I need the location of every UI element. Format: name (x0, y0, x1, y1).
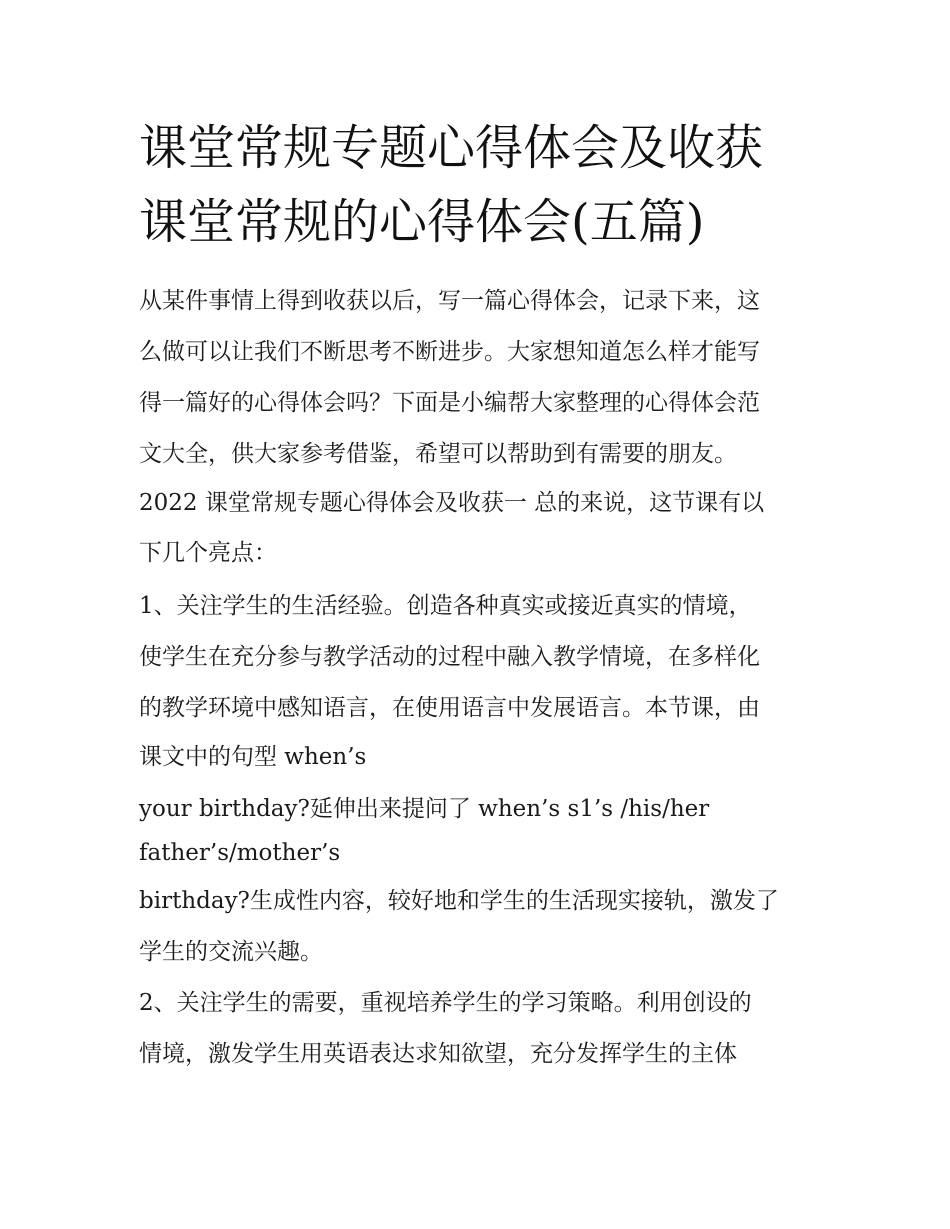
paragraph-line: 得一篇好的心得体会吗？下面是小编帮大家整理的心得体会范 (139, 390, 760, 416)
paragraph-line: your birthday?延伸出来提问了 when’s s1’s /his/her (139, 796, 710, 822)
document-title-line-1: 课堂常规专题心得体会及收获 (139, 120, 764, 176)
paragraph-line: father’s/mother’s (139, 840, 341, 866)
paragraph-line: 1、关注学生的生活经验。创造各种真实或接近真实的情境， (139, 593, 752, 619)
paragraph-line: 下几个亮点： (139, 540, 277, 566)
paragraph-line: 从某件事情上得到收获以后，写一篇心得体会，记录下来，这 (139, 288, 760, 314)
paragraph-line: 2022 课堂常规专题心得体会及收获一 总的来说，这节课有以 (139, 490, 765, 516)
paragraph-line: 课文中的句型 when’s (139, 744, 367, 770)
document-title-line-2: 课堂常规的心得体会(五篇) (139, 194, 705, 250)
paragraph-line: 的教学环境中感知语言，在使用语言中发展语言。本节课，由 (139, 695, 760, 721)
paragraph-line: 情境，激发学生用英语表达求知欲望，充分发挥学生的主体 (139, 1041, 737, 1067)
paragraph-line: 学生的交流兴趣。 (139, 939, 323, 965)
paragraph-line: 么做可以让我们不断思考不断进步。大家想知道怎么样才能写 (139, 339, 760, 365)
paragraph-line: 文大全，供大家参考借鉴，希望可以帮助到有需要的朋友。 (139, 441, 737, 467)
paragraph-line: 2、关注学生的需要，重视培养学生的学习策略。利用创设的 (139, 990, 752, 1016)
paragraph-line: birthday?生成性内容，较好地和学生的生活现实接轨，激发了 (139, 888, 779, 914)
paragraph-line: 使学生在充分参与教学活动的过程中融入教学情境，在多样化 (139, 644, 760, 670)
